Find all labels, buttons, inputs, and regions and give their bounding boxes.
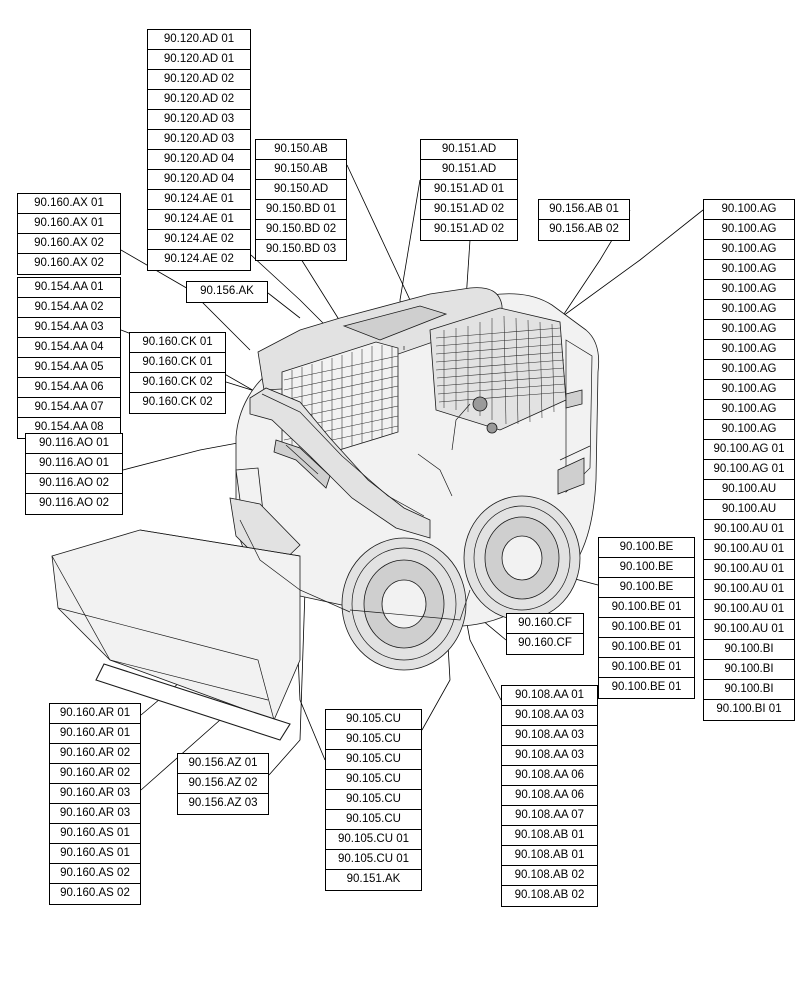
callout-row: 90.160.AS 01 [50,824,140,844]
callout-row: 90.100.BE [599,558,694,578]
callout-group-105-cu [325,709,422,891]
callout-row: 90.105.CU [326,770,421,790]
callout-row: 90.100.AG [704,220,794,240]
callout-row: 90.105.CU [326,710,421,730]
callout-row: 90.100.AG [704,260,794,280]
callout-row: 90.108.AB 01 [502,826,597,846]
callout-row: 90.100.AU 01 [704,620,794,640]
callout-row: 90.100.AG 01 [704,460,794,480]
callout-row: 90.154.AA 02 [18,298,120,318]
callout-row: 90.108.AB 02 [514,889,585,902]
callout-row: 90.100.BE 01 [599,638,694,658]
callout-row: 90.150.BD 01 [256,200,346,220]
callout-row: 90.100.AU 01 [704,540,794,560]
callout-row: 90.120.AD 03 [148,130,250,150]
callout-row: 90.100.BE 01 [599,658,694,678]
callout-row: 90.100.AG [704,240,794,260]
callout-group-108 [501,685,598,907]
callout-row: 90.160.CF [507,614,583,634]
callout-group-160-ar-as [49,703,141,905]
callout-row: 90.150.BD 03 [265,243,337,256]
callout-row: 90.154.AA 04 [18,338,120,358]
callout-row: 90.124.AE 02 [164,253,234,266]
callout-row: 90.105.CU [326,810,421,830]
callout-row: 90.105.CU [326,730,421,750]
callout-row: 90.124.AE 01 [148,210,250,230]
callout-row: 90.160.CK 01 [130,353,225,373]
callout-row: 90.108.AB 02 [502,866,597,886]
callout-row: 90.156.AZ 02 [178,774,268,794]
callout-row: 90.154.AA 06 [18,378,120,398]
callout-row: 90.100.BI [704,680,794,700]
callout-row: 90.108.AA 01 [502,686,597,706]
callout-row: 90.100.BI [704,660,794,680]
callout-row: 90.150.AB [256,140,346,160]
callout-row: 90.154.AA 03 [18,318,120,338]
callout-row: 90.154.AA 08 [34,421,104,434]
callout-row: 90.124.AE 02 [148,230,250,250]
callout-row: 90.108.AA 03 [502,706,597,726]
callout-group-156-ak [186,281,268,303]
callout-row: 90.116.AO 01 [26,454,122,474]
callout-row: 90.108.AA 03 [502,746,597,766]
callout-row: 90.160.AX 01 [18,214,120,234]
callout-row: 90.151.AD [421,160,517,180]
callout-row: 90.160.CK 02 [130,373,225,393]
callout-row: 90.151.AK [346,873,401,886]
callout-row: 90.116.AO 02 [38,497,110,510]
callout-row: 90.151.AD 02 [421,200,517,220]
callout-row: 90.160.AX 01 [18,194,120,214]
callout-row: 90.100.BE [599,578,694,598]
callout-row: 90.100.AU 01 [704,520,794,540]
callout-row: 90.100.AG [704,400,794,420]
callout-group-156-ab [538,199,630,241]
callout-row: 90.160.CK 02 [142,396,213,409]
callout-row: 90.151.AD 01 [421,180,517,200]
callout-row: 90.160.AS 01 [50,844,140,864]
callout-row: 90.160.AR 02 [50,744,140,764]
callout-row: 90.108.AA 03 [502,726,597,746]
callout-group-150 [255,139,347,261]
callout-group-120-124 [147,29,251,271]
callout-row: 90.105.CU 01 [326,850,421,870]
callout-row: 90.160.CF [518,637,572,650]
callout-row: 90.120.AD 04 [148,170,250,190]
callout-row: 90.100.AU [704,500,794,520]
callout-row: 90.116.AO 02 [26,474,122,494]
callout-row: 90.160.AR 03 [50,784,140,804]
callout-row: 90.120.AD 02 [148,90,250,110]
callout-row: 90.105.CU [326,750,421,770]
callout-row: 90.100.AG [704,280,794,300]
callout-row: 90.154.AA 07 [18,398,120,418]
callout-row: 90.150.BD 02 [256,220,346,240]
callout-group-151-ad [420,139,518,241]
callout-row: 90.108.AB 01 [502,846,597,866]
callout-row: 90.100.AU 01 [704,580,794,600]
callout-row: 90.156.AB 02 [549,223,619,236]
callout-row: 90.160.AR 03 [50,804,140,824]
callout-row: 90.100.BE 01 [599,598,694,618]
callout-row: 90.100.BI [704,640,794,660]
callout-row: 90.150.AB [256,160,346,180]
callout-row: 90.156.AZ 03 [188,797,258,810]
callout-row: 90.100.AG [704,320,794,340]
callout-row: 90.100.AG [704,300,794,320]
callout-row: 90.100.AG [704,200,794,220]
callout-row: 90.100.BE 01 [611,681,682,694]
callout-row: 90.100.AG [704,340,794,360]
callout-row: 90.120.AD 01 [148,50,250,70]
callout-row: 90.100.AG [704,380,794,400]
callout-row: 90.116.AO 01 [26,434,122,454]
callout-group-100-ag [703,199,795,721]
callout-row: 90.105.CU [326,790,421,810]
callout-group-160-ck [129,332,226,414]
callout-row: 90.160.AS 02 [60,887,130,900]
callout-group-160-ax [17,193,121,275]
callout-group-116-ao [25,433,123,515]
callout-row: 90.100.AG [704,360,794,380]
callout-row: 90.156.AK [200,285,254,298]
callout-row: 90.151.AD [421,140,517,160]
callout-row: 90.108.AA 06 [502,786,597,806]
callout-row: 90.120.AD 02 [148,70,250,90]
callout-row: 90.160.CK 01 [130,333,225,353]
callout-row: 90.160.AR 02 [50,764,140,784]
callout-row: 90.120.AD 01 [148,30,250,50]
callout-row: 90.100.BI 01 [716,703,782,716]
callout-row: 90.151.AD 02 [433,223,505,236]
callout-row: 90.160.AS 02 [50,864,140,884]
callout-row: 90.105.CU 01 [326,830,421,850]
callout-row: 90.120.AD 03 [148,110,250,130]
callout-row: 90.160.AR 01 [50,724,140,744]
callout-row: 90.100.AU 01 [704,560,794,580]
callout-row: 90.156.AZ 01 [178,754,268,774]
callout-group-156-az [177,753,269,815]
callout-row: 90.100.AG 01 [704,440,794,460]
callout-row: 90.108.AA 07 [502,806,597,826]
callout-row: 90.100.AU 01 [704,600,794,620]
callout-row: 90.100.AG [704,420,794,440]
callout-row: 90.160.AR 01 [50,704,140,724]
callout-row: 90.100.BE [599,538,694,558]
callout-row: 90.160.AX 02 [34,257,104,270]
callout-row: 90.108.AA 06 [502,766,597,786]
callout-row: 90.100.BE 01 [599,618,694,638]
callout-row: 90.154.AA 01 [18,278,120,298]
callout-row: 90.154.AA 05 [18,358,120,378]
callout-row: 90.100.AU [704,480,794,500]
callout-row: 90.120.AD 04 [148,150,250,170]
callout-group-154-aa [17,277,121,439]
callout-group-100-be [598,537,695,699]
callout-row: 90.160.AX 02 [18,234,120,254]
callout-row: 90.124.AE 01 [148,190,250,210]
callout-row: 90.156.AB 01 [539,200,629,220]
callout-group-160-cf [506,613,584,655]
callout-row: 90.150.AD [256,180,346,200]
